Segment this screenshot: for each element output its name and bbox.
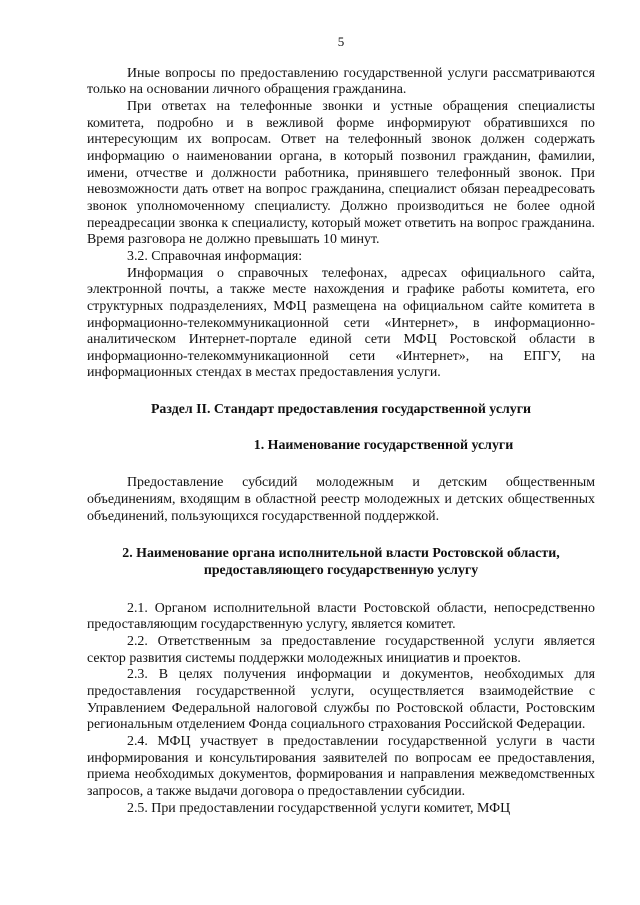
subsection-2-title-line-1: 2. Наименование органа исполнительной власти Ростовской области, — [122, 546, 560, 562]
paragraph-reference-heading: 3.2. Справочная информация: — [127, 248, 303, 264]
section-title: Раздел II. Стандарт предоставления государственной услуги — [150, 402, 532, 418]
paragraph-phone-answers: При ответах на телефонные звонки и устные обращения специалисты комитета, подробно и в вежливой форме информируют обратившихся по интересующим их вопросам. Ответ на телефонный звонок должен содержать информацию о наименовании органа, в который позвонил гражданин, фамилии, имени, отчестве и должности работника, принявшего телефонный звонок. При невозможности дать ответ на вопрос гражданина, специалист обязан переадресовать звонок уполномоченному специалисту. Должно производиться не более одной переадресации звонка к специалисту, который может ответить на вопрос гражданина. Время разговора не должно превышать 10 минут. — [87, 98, 595, 248]
subsection-2-title-line-2: предоставляющего государственную услугу — [203, 563, 479, 579]
paragraph-reference-info: Информация о справочных телефонах, адресах официального сайта, электронной почты, а также месте нахождения и графике работы комитета, его структурных подразделениях, МФЦ размещена на официальном сайте комитета в информационно-телекоммуникационной сети «Интернет», в информационно-аналитическом Интернет-портале единой сети МФЦ Ростовской области в информационно-телекоммуникационной сети «Интернет», на ЕПГУ, на информационных стендах в местах предоставления услуги. — [87, 265, 595, 381]
subsection-1-title: 1. Наименование государственной услуги — [253, 437, 514, 453]
item-2-1: 2.1. Органом исполнительной власти Ростовской области, непосредственно предоставляющим государственную услугу, является комитет. — [87, 600, 595, 633]
item-2-4: 2.4. МФЦ участвует в предоставлении государственной услуги в части информирования и консультирования заявителей по вопросам ее предоставления, приема необходимых документов, формирования и направления межведомственных запросов, а также выдачи договора о предоставлении субсидии. — [87, 733, 595, 799]
subsection-2-title — [87, 546, 595, 579]
item-2-3: 2.3. В целях получения информации и документов, необходимых для предоставления государственной услуги, осуществляется взаимодействие с Управлением Федеральной налоговой службы по Ростовской области, Ростовским региональным отделением Фонда социального страхования Российской Федерации. — [87, 667, 595, 733]
paragraph-other-questions: Иные вопросы по предоставлению государственной услуги рассматриваются только на основании личного обращения гражданина. — [87, 65, 595, 98]
item-2-5: 2.5. При предоставлении государственной услуги комитет, МФЦ — [127, 800, 511, 816]
subsection-2-items — [87, 601, 595, 818]
item-2-2: 2.2. Ответственным за предоставление государственной услуги является сектор развития системы поддержки молодежных инициатив и проектов. — [87, 634, 595, 666]
page-number: 5 — [337, 34, 345, 49]
subsection-1-text: Предоставление субсидий молодежным и детским общественным объединениям, входящим в областной реестр молодежных и детских общественных объединений, пользующихся государственной поддержкой. — [87, 475, 595, 524]
